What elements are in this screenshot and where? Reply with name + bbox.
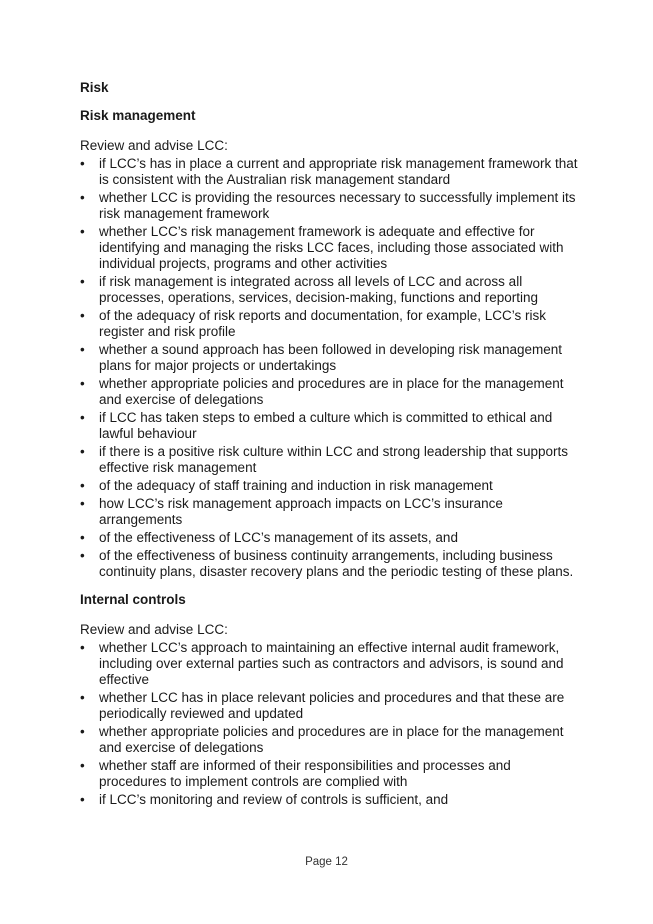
list-item: • whether appropriate policies and procedures are in place for the management and exercise of delegations — [80, 724, 564, 755]
list-item: • whether staff are informed of their responsibilities and processes and procedures to implement controls are complied with — [80, 758, 511, 789]
bullet-icon: • — [80, 690, 85, 705]
list-item: • whether LCC has in place relevant policies and procedures and that these are periodically reviewed and updated — [80, 690, 565, 721]
internal-controls-list — [80, 640, 580, 808]
bullet-icon: • — [80, 410, 85, 425]
section-heading-risk: Risk — [80, 80, 109, 95]
bullet-icon: • — [80, 792, 85, 807]
list-item: • whether LCC’s approach to maintaining an effective internal audit framework, including over external parties such as contractors and advisors, is sound and effective — [80, 640, 564, 687]
bullet-icon: • — [80, 444, 85, 459]
risk-management-list — [80, 156, 580, 580]
bullet-icon: • — [80, 342, 85, 357]
list-item: • whether a sound approach has been followed in developing risk management plans for major projects or undertakings — [80, 342, 563, 373]
bullet-icon: • — [80, 274, 85, 289]
risk-management-intro: Review and advise LCC: — [80, 138, 228, 153]
internal-controls-intro: Review and advise LCC: — [80, 622, 228, 637]
list-item: • how LCC’s risk management approach impacts on LCC’s insurance arrangements — [80, 496, 503, 527]
subheading-risk-management: Risk management — [80, 108, 196, 123]
list-item: • of the effectiveness of business continuity arrangements, including business continuity plans, disaster recovery plans and the periodic testing of these plans. — [80, 548, 574, 579]
page-content — [80, 80, 580, 810]
bullet-icon: • — [80, 190, 85, 205]
list-item: • whether LCC is providing the resources necessary to successfully implement its risk management framework — [80, 190, 576, 221]
list-item: • if there is a positive risk culture within LCC and strong leadership that supports effective risk management — [80, 444, 568, 475]
bullet-icon: • — [80, 548, 85, 563]
bullet-icon: • — [80, 308, 85, 323]
list-item: • if LCC has taken steps to embed a culture which is committed to ethical and lawful behaviour — [80, 410, 553, 441]
bullet-icon: • — [80, 530, 85, 545]
list-item: • if LCC’s monitoring and review of controls is sufficient, and — [80, 792, 449, 807]
list-item: • whether appropriate policies and procedures are in place for the management and exercise of delegations — [80, 376, 564, 407]
bullet-icon: • — [80, 758, 85, 773]
list-item: • if risk management is integrated across all levels of LCC and across all processes, operations, services, decision-making, functions and reporting — [80, 274, 538, 305]
list-item: • if LCC’s has in place a current and appropriate risk management framework that is consistent with the Australian risk management standard — [80, 156, 578, 187]
list-item: • of the effectiveness of LCC’s management of its assets, and — [80, 530, 458, 545]
bullet-icon: • — [80, 496, 85, 511]
bullet-icon: • — [80, 224, 85, 239]
list-item: • of the adequacy of staff training and induction in risk management — [80, 478, 493, 493]
subheading-internal-controls: Internal controls — [80, 592, 186, 607]
list-item: • whether LCC’s risk management framework is adequate and effective for identifying and managing the risks LCC faces, including those associated with individual projects, programs and other activities — [80, 224, 564, 271]
bullet-icon: • — [80, 724, 85, 739]
bullet-icon: • — [80, 478, 85, 493]
bullet-icon: • — [80, 376, 85, 391]
list-item: • of the adequacy of risk reports and documentation, for example, LCC’s risk register and risk profile — [80, 308, 546, 339]
bullet-icon: • — [80, 640, 85, 655]
bullet-icon: • — [80, 156, 85, 171]
page-number: Page 12 — [305, 856, 348, 868]
